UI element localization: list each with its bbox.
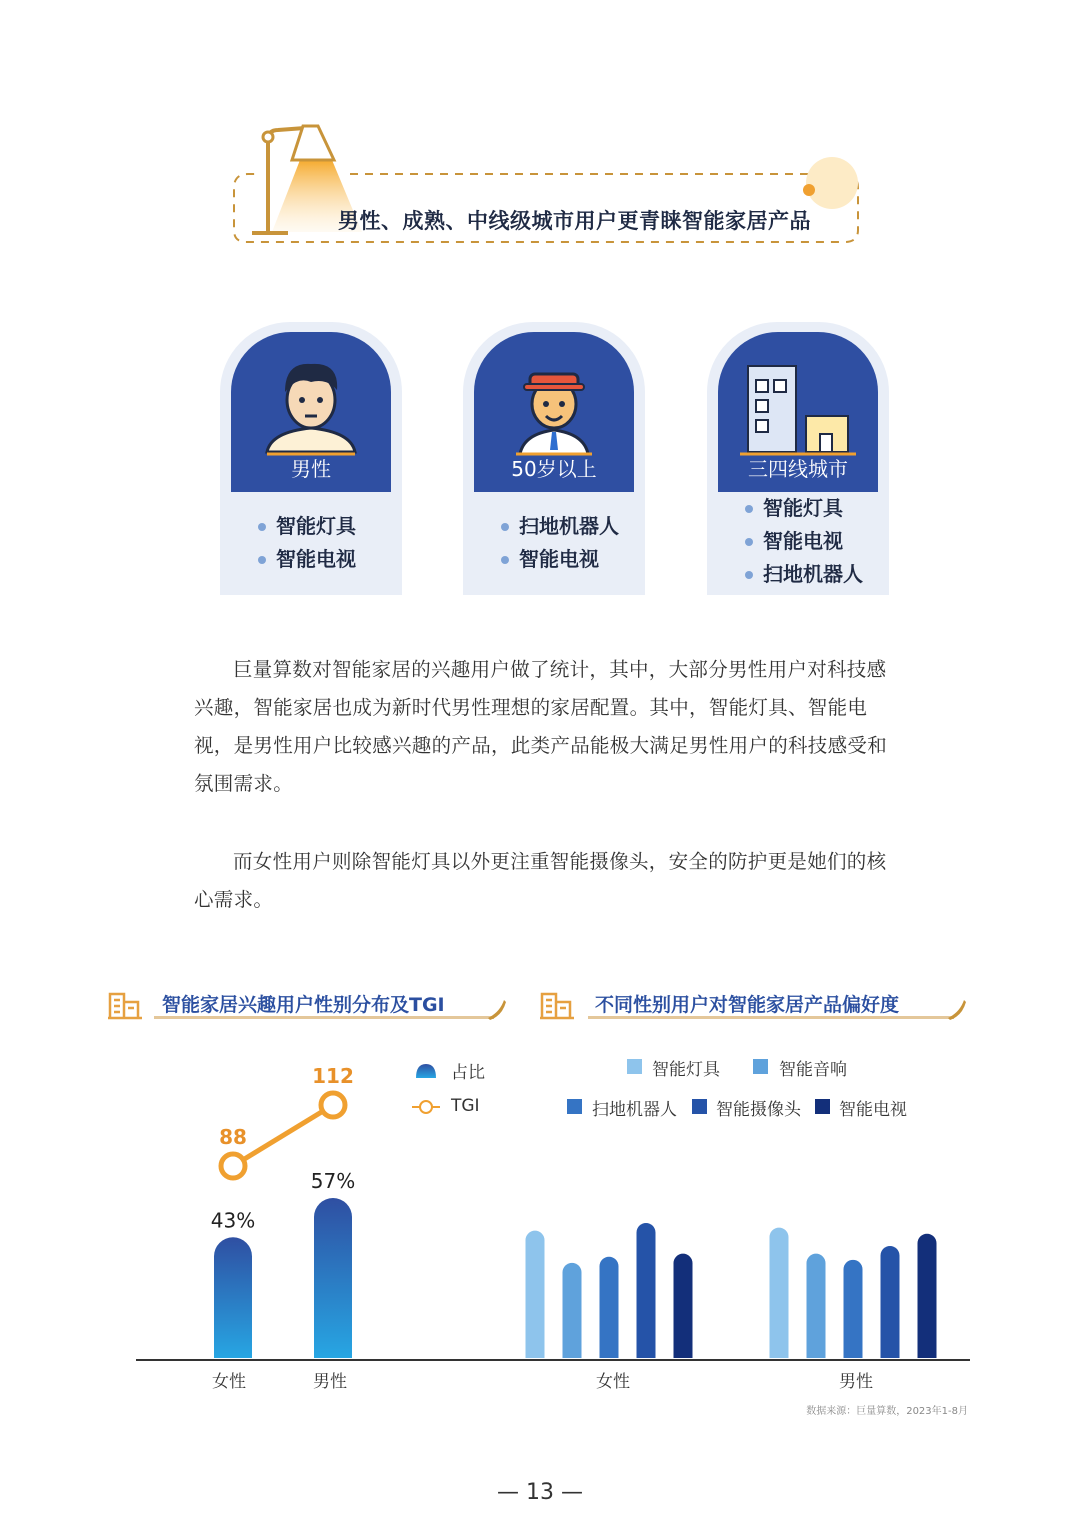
banner-title: 男性、成熟、中线级城市用户更青睐智能家居产品 bbox=[338, 209, 811, 233]
legend-label: 扫地机器人 bbox=[592, 1100, 677, 1120]
preference-bar bbox=[770, 1228, 789, 1358]
tgi-point bbox=[321, 1093, 345, 1117]
card-label: 三四线城市 bbox=[748, 457, 848, 481]
list-item: 扫地机器人 bbox=[743, 558, 863, 591]
preference-bar bbox=[526, 1231, 545, 1358]
tgi-line bbox=[233, 1105, 333, 1166]
x-tick-label: 男性 bbox=[313, 1372, 347, 1392]
legend-tgi-icon bbox=[412, 1097, 440, 1117]
preference-bar bbox=[563, 1263, 582, 1358]
preference-bar bbox=[807, 1254, 826, 1358]
preference-bar bbox=[844, 1260, 863, 1358]
body-paragraph: 巨量算数对智能家居的兴趣用户做了统计，其中，大部分男性用户对科技感兴趣，智能家居也成为新时代男性理想的家居配置。其中，智能灯具、智能电视，是男性用户比较感兴趣的产品，此类产品能极大满足男性用户的科技感受和氛围需求。 bbox=[194, 658, 888, 795]
legend-label: 智能摄像头 bbox=[716, 1100, 801, 1120]
legend-label: 智能灯具 bbox=[652, 1060, 720, 1080]
legend-share-icon bbox=[414, 1060, 438, 1080]
card-label: 男性 bbox=[291, 457, 331, 481]
preference-bar bbox=[918, 1234, 937, 1358]
preference-bar bbox=[637, 1223, 656, 1358]
legend-swatch bbox=[567, 1099, 582, 1114]
x-tick-label: 女性 bbox=[596, 1372, 630, 1392]
list-item: 智能灯具 bbox=[743, 492, 863, 525]
list-item: 智能电视 bbox=[499, 543, 619, 576]
preference-bar bbox=[674, 1254, 693, 1358]
tgi-point bbox=[221, 1154, 245, 1178]
legend-swatch bbox=[753, 1059, 768, 1074]
x-tick-label: 男性 bbox=[839, 1372, 873, 1392]
data-source-note: 数据来源：巨量算数，2023年1-8月 bbox=[806, 1406, 968, 1417]
page-number: — 13 — bbox=[497, 1480, 583, 1505]
list-item: 智能灯具 bbox=[256, 510, 356, 543]
preference-bar bbox=[881, 1246, 900, 1358]
share-data-label: 43% bbox=[210, 1208, 256, 1233]
list-item: 智能电视 bbox=[256, 543, 356, 576]
legend-swatch bbox=[815, 1099, 830, 1114]
section-title-gender-tgi: 智能家居兴趣用户性别分布及TGI bbox=[162, 994, 445, 1016]
list-item: 智能电视 bbox=[743, 525, 863, 558]
x-tick-label: 女性 bbox=[212, 1372, 246, 1392]
body-paragraph: 而女性用户则除智能灯具以外更注重智能摄像头，安全的防护更是她们的核心需求。 bbox=[194, 850, 887, 911]
share-bar bbox=[214, 1237, 252, 1358]
share-bar bbox=[314, 1198, 352, 1358]
section-title-preference: 不同性别用户对智能家居产品偏好度 bbox=[595, 994, 900, 1016]
list-item: 扫地机器人 bbox=[499, 510, 619, 543]
tgi-data-label: 112 bbox=[312, 1064, 354, 1088]
share-data-label: 57% bbox=[310, 1169, 356, 1193]
legend-label-share: 占比 bbox=[451, 1063, 485, 1083]
legend-swatch bbox=[692, 1099, 707, 1114]
legend-label-tgi: TGI bbox=[451, 1096, 480, 1116]
legend-label: 智能电视 bbox=[839, 1100, 907, 1120]
card-label: 50岁以上 bbox=[511, 457, 597, 481]
tgi-data-label: 88 bbox=[219, 1125, 247, 1149]
preference-bar bbox=[600, 1257, 619, 1358]
legend-swatch bbox=[627, 1059, 642, 1074]
legend-label: 智能音响 bbox=[779, 1060, 847, 1080]
